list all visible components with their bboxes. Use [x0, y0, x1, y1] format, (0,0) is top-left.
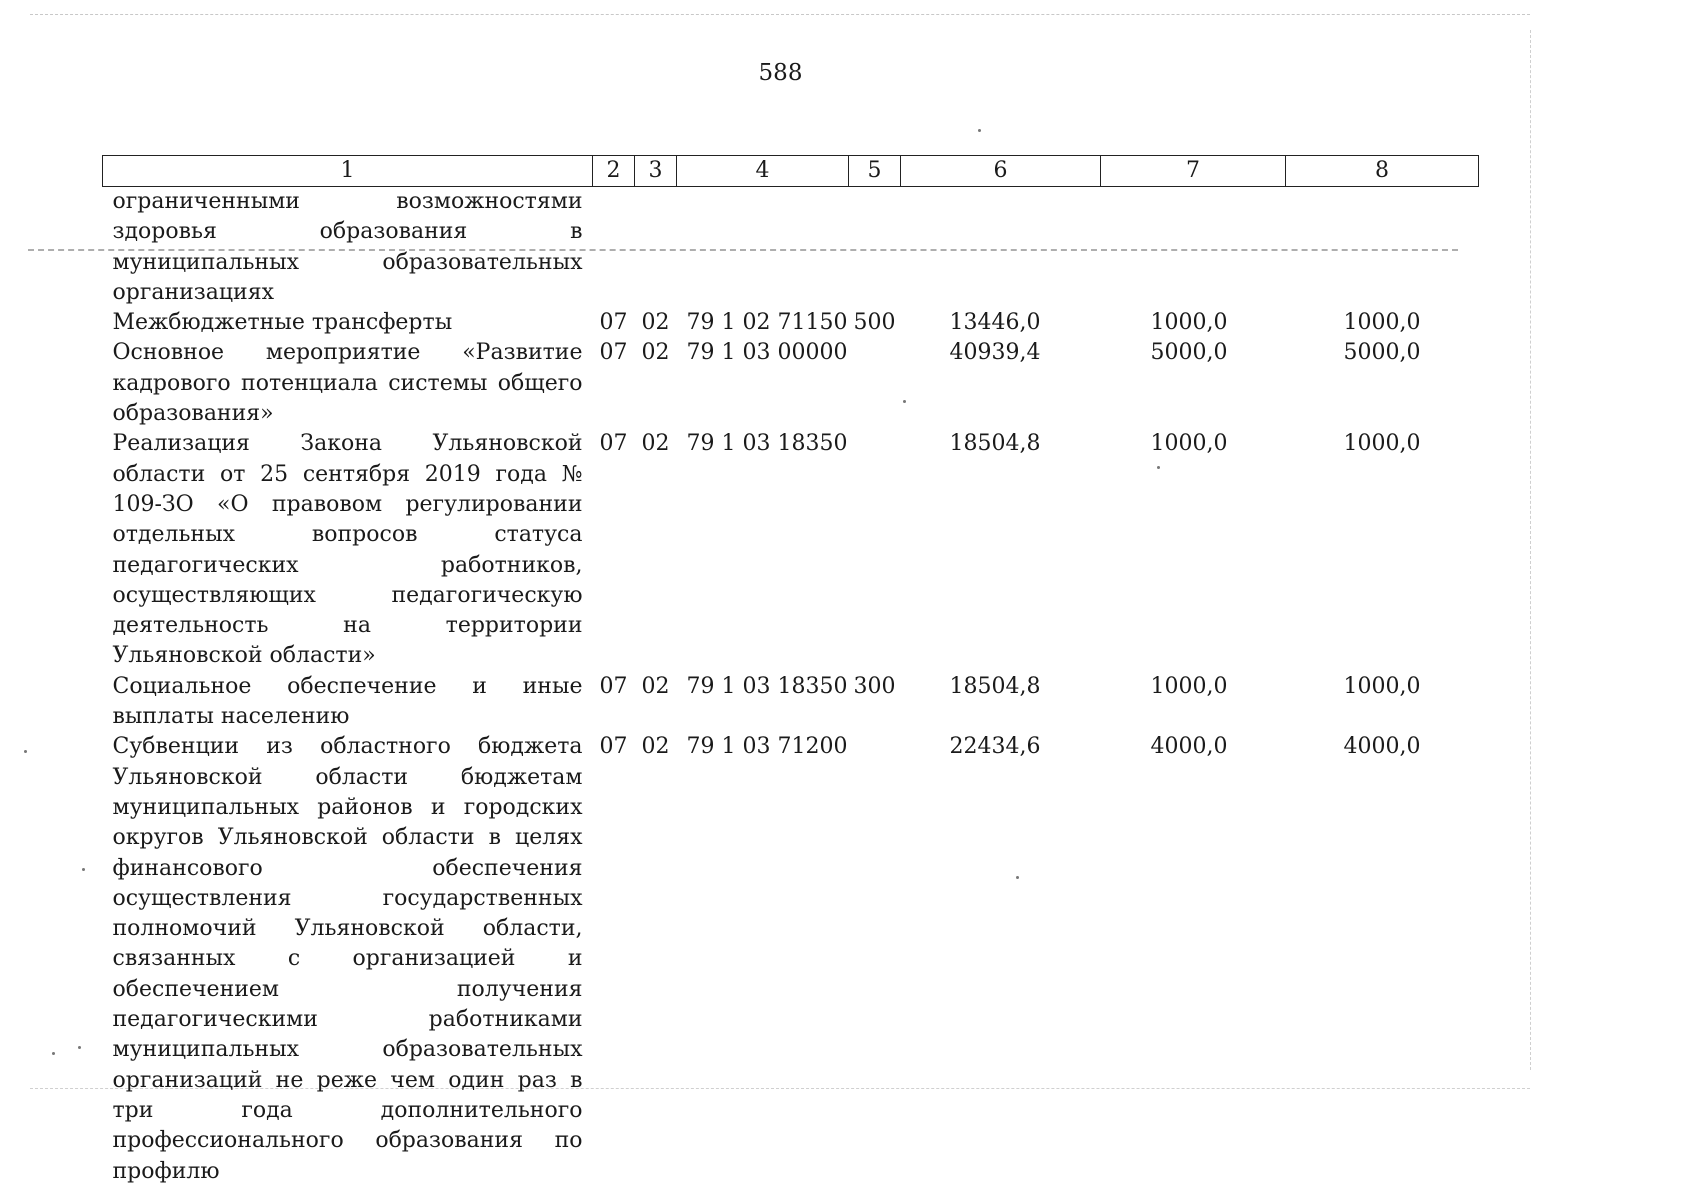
column-header-5: 5	[849, 156, 901, 187]
row-subsection: 02	[641, 340, 670, 366]
row-expense-type: 500	[853, 310, 896, 336]
column-header-3: 3	[635, 156, 677, 187]
row-program-code: 79 1 02 71150	[686, 310, 848, 336]
scan-speck	[24, 750, 27, 753]
row-subsection: 02	[641, 734, 670, 760]
table-row	[103, 308, 1479, 338]
row-name: Основное мероприятие «Развитие кадрового потенциала системы общего образования»	[112, 340, 583, 427]
row-expense-type	[849, 732, 901, 1186]
scan-speck	[52, 1052, 55, 1055]
column-header-2: 2	[593, 156, 635, 187]
row-sum-col7: 1000,0	[1150, 673, 1228, 699]
row-subsection: 02	[641, 431, 670, 457]
table-row	[103, 732, 1479, 1186]
scan-edge-top	[30, 14, 1530, 15]
row-sum-col7: 4000,0	[1150, 734, 1228, 760]
row-name: ограниченными возможностями здоровья образования в муниципальных образовательных организациях	[112, 189, 583, 305]
table-row	[103, 672, 1479, 733]
row-section: 07	[599, 734, 628, 760]
row-name: Реализация Закона Ульяновской области от 25 сентября 2019 года № 109-ЗО «О правовом регулировании отдельных вопросов статуса педагогических работников, осуществляющих педагогическую деятельность на территории Ульяновской области»	[112, 431, 583, 669]
row-section: 07	[599, 431, 628, 457]
row-subsection	[635, 187, 677, 309]
table-row	[103, 187, 1479, 309]
row-section: 07	[599, 310, 628, 336]
row-sum-col6: 13446,0	[949, 310, 1041, 336]
column-number-header-row	[103, 156, 1479, 187]
row-sum-col7: 5000,0	[1150, 340, 1228, 366]
column-header-7: 7	[1101, 156, 1286, 187]
row-sum-col7	[1101, 187, 1286, 309]
column-header-4: 4	[677, 156, 849, 187]
scan-speck	[82, 868, 85, 871]
row-section	[593, 187, 635, 309]
row-section: 07	[599, 673, 628, 699]
row-sum-col6: 18504,8	[949, 673, 1041, 699]
row-sum-col8: 1000,0	[1343, 673, 1421, 699]
row-sum-col8	[1286, 187, 1479, 309]
row-sum-col7: 1000,0	[1150, 310, 1228, 336]
row-expense-type: 300	[853, 673, 896, 699]
row-program-code: 79 1 03 18350	[686, 431, 848, 457]
page-number: 588	[758, 60, 803, 86]
table-row	[103, 338, 1479, 429]
row-program-code	[677, 187, 849, 309]
row-sum-col8: 5000,0	[1343, 340, 1421, 366]
row-sum-col8: 1000,0	[1343, 310, 1421, 336]
row-section: 07	[599, 340, 628, 366]
row-program-code: 79 1 03 18350	[686, 673, 848, 699]
row-sum-col8: 4000,0	[1343, 734, 1421, 760]
column-header-8: 8	[1286, 156, 1479, 187]
row-name: Межбюджетные трансферты	[112, 310, 453, 336]
row-subsection: 02	[641, 310, 670, 336]
column-header-1: 1	[103, 156, 593, 187]
row-program-code: 79 1 03 00000	[686, 340, 848, 366]
row-program-code: 79 1 03 71200	[686, 734, 848, 760]
budget-table	[102, 155, 1479, 1187]
row-sum-col8: 1000,0	[1343, 431, 1421, 457]
row-expense-type	[849, 338, 901, 429]
row-sum-col6: 40939,4	[949, 340, 1041, 366]
scan-speck	[78, 1046, 81, 1049]
row-expense-type	[849, 187, 901, 309]
row-subsection: 02	[641, 673, 670, 699]
row-sum-col6	[901, 187, 1101, 309]
table-row	[103, 429, 1479, 671]
row-sum-col7: 1000,0	[1150, 431, 1228, 457]
column-header-6: 6	[901, 156, 1101, 187]
row-sum-col6: 18504,8	[949, 431, 1041, 457]
row-name: Социальное обеспечение и иные выплаты населению	[112, 673, 583, 730]
row-expense-type	[849, 429, 901, 671]
row-name: Субвенции из областного бюджета Ульяновской области бюджетам муниципальных районов и городских округов Ульяновской области в целях финансового обеспечения осуществления государственных полномочий Ульяновской области, связанных с организацией и обеспечением получения педагогическими работниками муниципальных образовательных организаций не реже чем один раз в три года дополнительного профессионального образования по профилю	[112, 734, 583, 1184]
scan-speck	[978, 129, 981, 132]
row-sum-col6: 22434,6	[949, 734, 1041, 760]
scan-edge-right	[1530, 30, 1531, 1070]
